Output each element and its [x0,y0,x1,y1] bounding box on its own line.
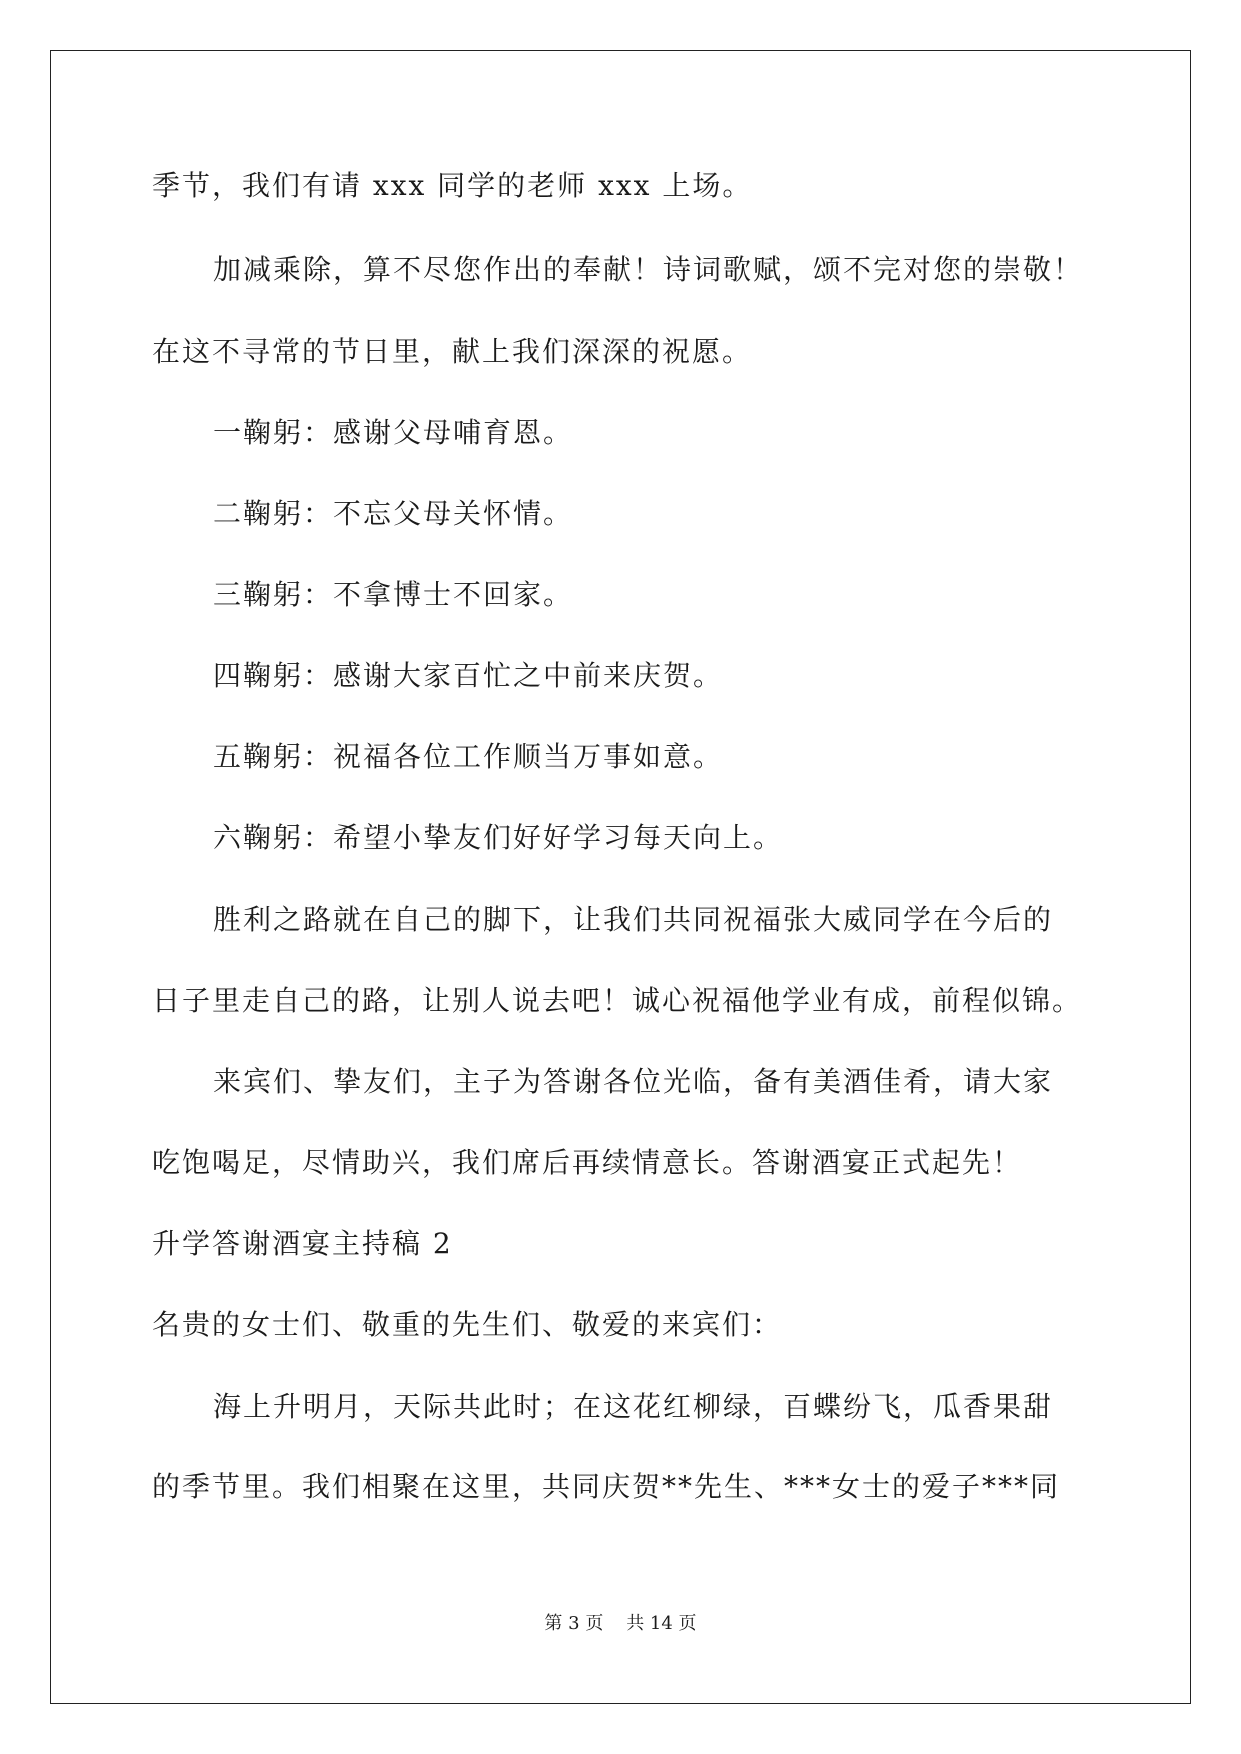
body-line: 三鞠躬：不拿博士不回家。 [213,578,574,611]
page-frame [50,50,1191,1704]
body-line: 名贵的女士们、敬重的先生们、敬爱的来宾们： [152,1308,783,1341]
section-heading: 升学答谢酒宴主持稿 2 [152,1227,453,1260]
body-line: 加减乘除，算不尽您作出的奉献！诗词歌赋，颂不完对您的崇敬！ [213,253,1084,286]
body-line: 二鞠躬：不忘父母关怀情。 [213,497,574,530]
body-line: 海上升明月，天际共此时；在这花红柳绿，百蝶纷飞，瓜香果甜 [213,1390,1054,1423]
body-line: 吃饱喝足，尽情助兴，我们席后再续情意长。答谢酒宴正式起先！ [152,1146,1023,1179]
body-line: 季节，我们有请 xxx 同学的老师 xxx 上场。 [152,169,753,202]
body-line: 一鞠躬：感谢父母哺育恩。 [213,416,574,449]
body-line: 四鞠躬：感谢大家百忙之中前来庆贺。 [213,659,724,692]
body-line: 胜利之路就在自己的脚下，让我们共同祝福张大威同学在今后的 [213,903,1054,936]
body-line: 在这不寻常的节日里，献上我们深深的祝愿。 [152,335,753,368]
body-line: 六鞠躬：希望小挚友们好好学习每天向上。 [213,821,784,854]
body-line: 日子里走自己的路，让别人说去吧！诚心祝福他学业有成，前程似锦。 [152,984,1083,1017]
body-line: 的季节里。我们相聚在这里，共同庆贺**先生、***女士的爱子***同 [152,1470,1061,1503]
body-line: 来宾们、挚友们，主子为答谢各位光临，备有美酒佳肴，请大家 [213,1065,1054,1098]
page-number-footer: 第 3 页 共 14 页 [544,1613,697,1634]
body-line: 五鞠躬：祝福各位工作顺当万事如意。 [213,740,724,773]
